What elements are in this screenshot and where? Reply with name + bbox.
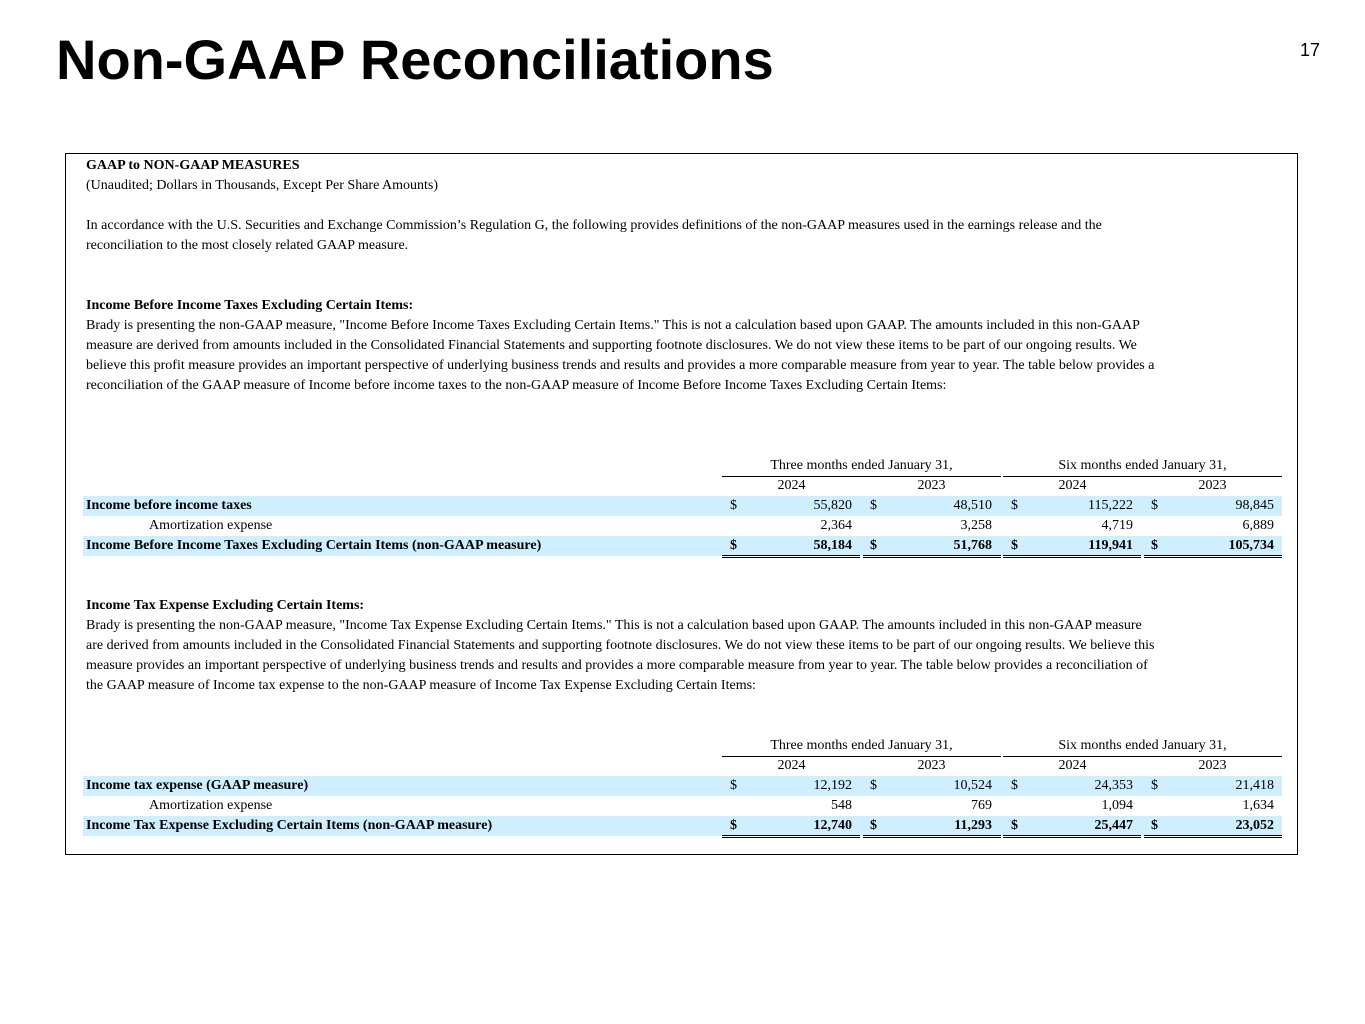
currency-symbol: $	[1011, 538, 1018, 553]
double-underline	[1144, 555, 1282, 558]
cell-value: 119,941	[1088, 538, 1133, 553]
cell-value: 25,447	[1094, 818, 1133, 833]
row-label: Income Before Income Taxes Excluding Certain Items (non-GAAP measure)	[86, 538, 542, 553]
table-row	[83, 776, 1282, 796]
intro-line: In accordance with the U.S. Securities and Exchange Commission’s Regulation G, the following provides definitions of the non-GAAP measures used in the earnings release and the	[86, 218, 1102, 233]
cell-value: 48,510	[953, 498, 992, 513]
cell-value: 115,222	[1088, 498, 1133, 513]
row-label: Amortization expense	[149, 518, 273, 533]
cell-value: 51,768	[953, 538, 992, 553]
double-underline	[1003, 835, 1141, 838]
section2-paragraph	[86, 616, 1286, 696]
currency-symbol: $	[1151, 538, 1158, 553]
currency-symbol: $	[1151, 818, 1158, 833]
currency-symbol: $	[1011, 498, 1018, 513]
cell-value: 2,364	[820, 518, 852, 533]
section1-title: Income Before Income Taxes Excluding Certain Items:	[86, 298, 414, 313]
currency-symbol: $	[1151, 498, 1158, 513]
year-header: 2024	[777, 758, 806, 773]
table-row-total	[83, 536, 1282, 556]
year-header: 2023	[1198, 478, 1227, 493]
currency-symbol: $	[730, 778, 737, 793]
double-underline	[863, 555, 1001, 558]
section2-line: Brady is presenting the non-GAAP measure, "Income Tax Expense Excluding Certain Items." This is not a calculation based upon GAAP. The amounts included in this non-GAAP measure	[86, 618, 1142, 633]
table-row-total	[83, 816, 1282, 836]
section2-line: are derived from amounts included in the Consolidated Financial Statements and supporting footnote disclosures. We do not view these items to be part of our ongoing results. We believe this	[86, 638, 1155, 653]
cell-value: 11,293	[954, 818, 992, 833]
cell-value: 10,524	[953, 778, 992, 793]
table-row	[83, 516, 1282, 536]
cell-value: 55,820	[813, 498, 852, 513]
cell-value: 105,734	[1228, 538, 1274, 553]
cell-value: 1,634	[1242, 798, 1274, 813]
year-header: 2024	[777, 478, 806, 493]
cell-value: 1,094	[1101, 798, 1133, 813]
double-underline	[722, 835, 860, 838]
intro-line: reconciliation to the most closely related GAAP measure.	[86, 238, 409, 253]
cell-value: 6,889	[1242, 518, 1274, 533]
currency-symbol: $	[870, 498, 877, 513]
cell-value: 98,845	[1235, 498, 1274, 513]
cell-value: 4,719	[1101, 518, 1133, 533]
intro-paragraph	[86, 216, 1286, 256]
section1-line: believe this profit measure provides an important perspective of underlying business trends and results and provides a more comparable measure from year to year. The table below provides a	[86, 358, 1155, 373]
section1-paragraph	[86, 316, 1286, 396]
section2-line: the GAAP measure of Income tax expense to the non-GAAP measure of Income Tax Expense Excluding Certain Items:	[86, 678, 756, 693]
double-underline	[1144, 835, 1282, 838]
cell-value: 548	[831, 798, 852, 813]
table-row	[83, 496, 1282, 516]
double-underline	[722, 555, 860, 558]
cell-value: 3,258	[960, 518, 992, 533]
currency-symbol: $	[870, 778, 877, 793]
section1-line: measure are derived from amounts included in the Consolidated Financial Statements and supporting footnote disclosures. We do not view these items to be part of our ongoing results. We	[86, 338, 1137, 353]
year-header: 2023	[1198, 758, 1227, 773]
group-header-six-months: Six months ended January 31,	[1003, 736, 1282, 757]
cell-value: 12,192	[813, 778, 852, 793]
row-label: Income Tax Expense Excluding Certain Items (non-GAAP measure)	[86, 818, 493, 833]
currency-symbol: $	[730, 498, 737, 513]
year-header: 2024	[1058, 478, 1087, 493]
currency-symbol: $	[1151, 778, 1158, 793]
year-header: 2023	[917, 478, 946, 493]
row-label: Income before income taxes	[86, 498, 252, 513]
currency-symbol: $	[1011, 818, 1018, 833]
group-header-three-months: Three months ended January 31,	[722, 456, 1001, 477]
cell-value: 23,052	[1235, 818, 1274, 833]
year-header: 2024	[1058, 758, 1087, 773]
double-underline	[1003, 555, 1141, 558]
table-row	[83, 796, 1282, 816]
row-label: Amortization expense	[149, 798, 273, 813]
section2-line: measure provides an important perspective of underlying business trends and results and provides a more comparable measure from year to year. The table below provides a reconciliation of	[86, 658, 1148, 673]
page-number: 17	[1300, 40, 1321, 60]
panel-subheading: (Unaudited; Dollars in Thousands, Except Per Share Amounts)	[86, 178, 439, 193]
currency-symbol: $	[730, 538, 737, 553]
section2-title: Income Tax Expense Excluding Certain Items:	[86, 598, 365, 613]
currency-symbol: $	[870, 818, 877, 833]
row-label: Income tax expense (GAAP measure)	[86, 778, 309, 793]
cell-value: 12,740	[813, 818, 852, 833]
year-header: 2023	[917, 758, 946, 773]
cell-value: 21,418	[1235, 778, 1274, 793]
section1-line: reconciliation of the GAAP measure of Income before income taxes to the non-GAAP measure of Income Before Income Taxes Excluding Certain Items:	[86, 378, 947, 393]
double-underline	[863, 835, 1001, 838]
currency-symbol: $	[870, 538, 877, 553]
group-header-three-months: Three months ended January 31,	[722, 736, 1001, 757]
currency-symbol: $	[730, 818, 737, 833]
group-header-six-months: Six months ended January 31,	[1003, 456, 1282, 477]
cell-value: 769	[971, 798, 992, 813]
cell-value: 24,353	[1094, 778, 1133, 793]
cell-value: 58,184	[813, 538, 852, 553]
slide-title: Non-GAAP Reconciliations	[56, 28, 774, 91]
currency-symbol: $	[1011, 778, 1018, 793]
section1-line: Brady is presenting the non-GAAP measure, "Income Before Income Taxes Excluding Certain Items." This is not a calculation based upon GAAP. The amounts included in this non-GAAP	[86, 318, 1140, 333]
panel-heading: GAAP to NON-GAAP MEASURES	[86, 158, 300, 173]
